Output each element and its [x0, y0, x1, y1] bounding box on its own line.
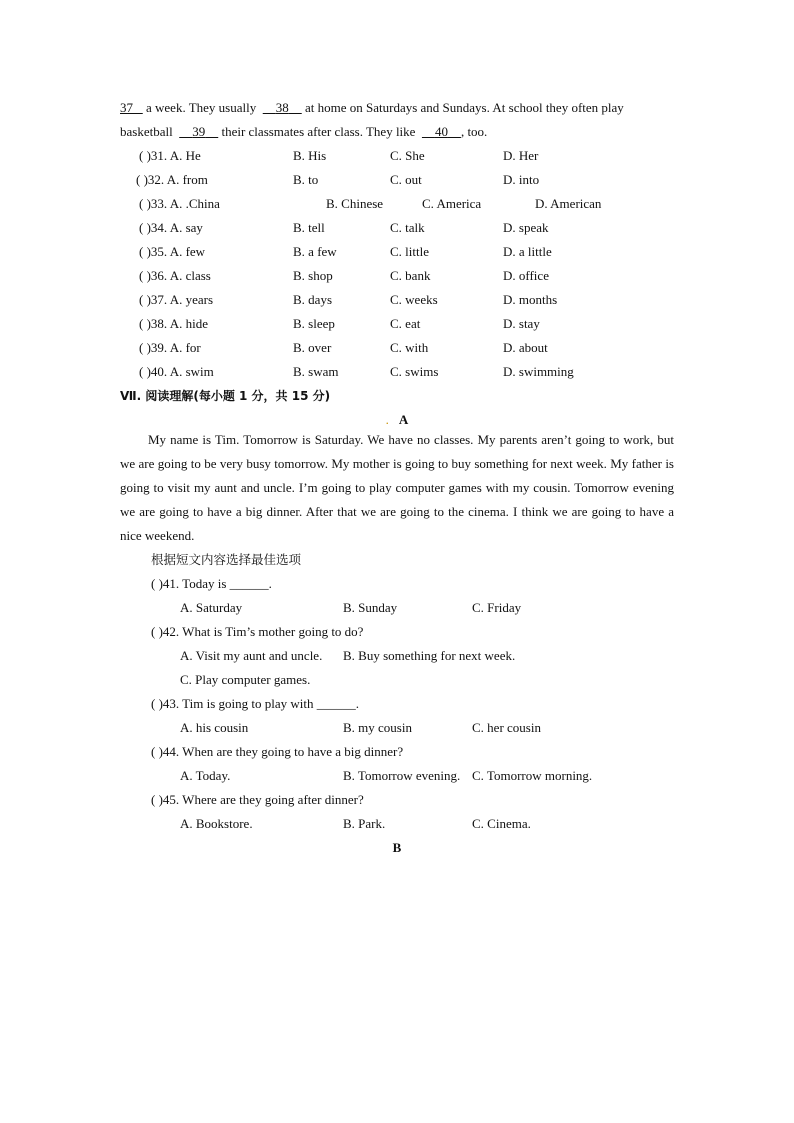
question-41-options	[0, 600, 794, 616]
option-c: C. with	[390, 340, 429, 355]
question-45-stem: ( )45. Where are they going after dinner?	[151, 792, 364, 807]
option-c: C. swims	[390, 364, 439, 379]
option-b: B. my cousin	[343, 720, 412, 735]
option-b: B. shop	[293, 268, 333, 283]
blank-40: 40	[434, 124, 448, 139]
cloze-text: at home on Saturdays and Sundays. At school they often play	[301, 100, 624, 115]
passage-dot: .	[385, 412, 389, 427]
passage-a-letter: A	[398, 412, 409, 427]
option-c: C. America	[422, 196, 482, 211]
question-37	[0, 292, 794, 308]
question-39	[0, 340, 794, 356]
option-d: D. stay	[503, 316, 540, 331]
question-number-option-a: ( )37. A. years	[139, 292, 214, 307]
option-b: B. Chinese	[326, 196, 384, 211]
question-number-option-a: ( )40. A. swim	[139, 364, 214, 379]
option-c: C. She	[390, 148, 425, 163]
option-b: B. days	[293, 292, 332, 307]
cloze-text: their classmates after class. They like	[218, 124, 416, 139]
option-d: D. American	[535, 196, 602, 211]
question-38	[0, 316, 794, 332]
option-c: C. eat	[390, 316, 421, 331]
option-b: B. Sunday	[343, 600, 398, 615]
option-b: B. Park.	[343, 816, 386, 831]
option-d: D. Her	[503, 148, 539, 163]
option-c: C. bank	[390, 268, 431, 283]
question-42-stem: ( )42. What is Tim’s mother going to do?	[151, 624, 364, 639]
option-d: D. into	[503, 172, 540, 187]
question-33	[0, 196, 794, 212]
question-35	[0, 244, 794, 260]
question-31	[0, 148, 794, 164]
option-c: C. Play computer games.	[180, 672, 311, 687]
cloze-text: basketball	[120, 124, 173, 139]
option-c: C. little	[390, 244, 429, 259]
option-b: B. tell	[293, 220, 325, 235]
question-41-stem: ( )41. Today is ______.	[151, 576, 272, 591]
passage-a-label	[0, 412, 794, 428]
cloze-line-2	[120, 124, 487, 140]
option-c: C. weeks	[390, 292, 438, 307]
cloze-text: , too.	[460, 124, 488, 139]
question-43-stem: ( )43. Tim is going to play with ______.	[151, 696, 360, 711]
cloze-line-1	[120, 100, 624, 116]
passage-b-label: B	[392, 840, 402, 855]
option-d: D. speak	[503, 220, 549, 235]
blank-38: 38	[275, 100, 289, 115]
option-d: D. a little	[503, 244, 552, 259]
option-c: C. Cinema.	[472, 816, 531, 831]
option-c: C. out	[390, 172, 422, 187]
option-c: C. Tomorrow morning.	[472, 768, 593, 783]
question-number-option-a: ( )36. A. class	[139, 268, 211, 283]
question-number-option-a: ( )33. A. .China	[139, 196, 220, 211]
question-number-option-a: ( )35. A. few	[139, 244, 206, 259]
option-b: B. a few	[293, 244, 337, 259]
option-b: B. Buy something for next week.	[343, 648, 516, 663]
question-number-option-a: ( )34. A. say	[139, 220, 203, 235]
option-b: B. sleep	[293, 316, 335, 331]
question-number-option-a: ( )31. A. He	[139, 148, 201, 163]
question-34	[0, 220, 794, 236]
section-heading: Ⅶ. 阅读理解(每小题 1 分，共 15 分)	[120, 389, 331, 403]
option-c: C. her cousin	[472, 720, 541, 735]
question-40	[0, 364, 794, 380]
question-44-stem: ( )44. When are they going to have a big dinner?	[151, 744, 404, 759]
passage-a-text: My name is Tim. Tomorrow is Saturday. We have no classes. My parents aren’t going to work, but we are going to be very busy tomorrow. My mother is going to buy something for next week. My father is going to visit my aunt and uncle. I’m going to play computer games with my cousin. Tomorrow evening we are going to have a big dinner. After that we are going to the cinema. I think we are going to have a nice weekend.	[120, 432, 674, 543]
option-b: B. swam	[293, 364, 339, 379]
cloze-text: a week. They usually	[142, 100, 257, 115]
option-a: A. his cousin	[180, 720, 249, 735]
question-45-options	[0, 816, 794, 832]
question-43-options	[0, 720, 794, 736]
option-d: D. about	[503, 340, 548, 355]
option-b: B. to	[293, 172, 319, 187]
blank-37: 37	[120, 100, 133, 115]
option-a: A. Bookstore.	[180, 816, 253, 831]
option-a: A. Saturday	[180, 600, 243, 615]
question-42-options-cont	[0, 672, 794, 688]
option-b: B. over	[293, 340, 332, 355]
option-b: B. His	[293, 148, 327, 163]
option-d: D. months	[503, 292, 558, 307]
question-32	[0, 172, 794, 188]
question-36	[0, 268, 794, 284]
option-c: C. Friday	[472, 600, 522, 615]
question-number-option-a: ( )32. A. from	[136, 172, 208, 187]
option-d: D. swimming	[503, 364, 574, 379]
option-d: D. office	[503, 268, 549, 283]
option-a: A. Today.	[180, 768, 231, 783]
option-a: A. Visit my aunt and uncle.	[180, 648, 323, 663]
question-44-options	[0, 768, 794, 784]
passage-a	[120, 428, 674, 548]
reading-instruction: 根据短文内容选择最佳选项	[151, 552, 302, 567]
question-42-options	[0, 648, 794, 664]
question-number-option-a: ( )38. A. hide	[139, 316, 208, 331]
question-number-option-a: ( )39. A. for	[139, 340, 201, 355]
option-b: B. Tomorrow evening.	[343, 768, 461, 783]
blank-39: 39	[192, 124, 206, 139]
option-c: C. talk	[390, 220, 425, 235]
